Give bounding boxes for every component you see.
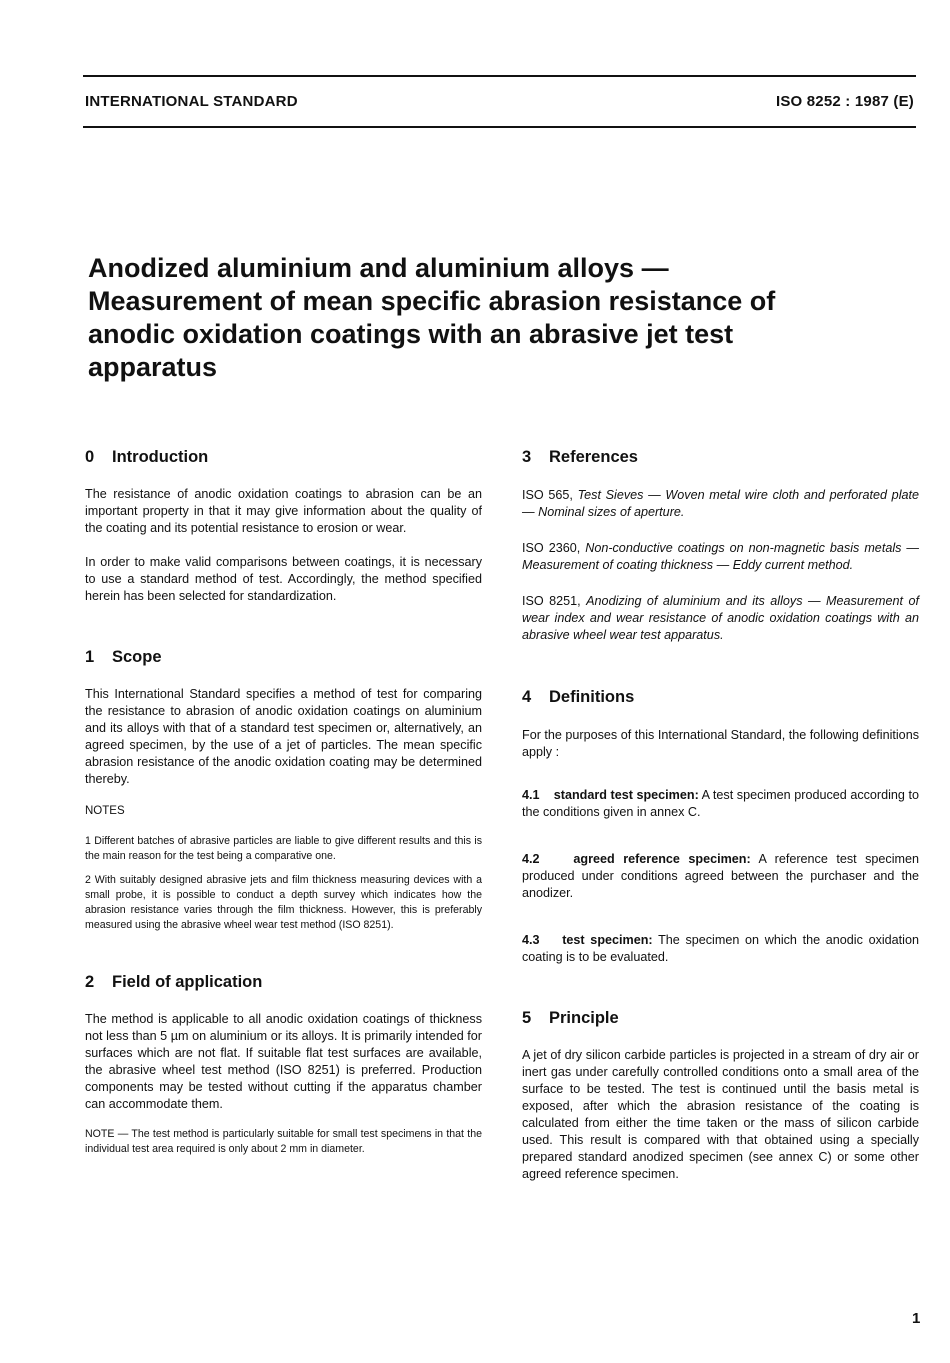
section-heading-introduction	[85, 448, 482, 467]
header-standard-label: INTERNATIONAL STANDARD	[85, 93, 298, 110]
section-title: References	[549, 448, 638, 466]
note-item: NOTE — The test method is particularly suitable for small test specimens in that the individual test area required is only about 2 mm in diameter.	[85, 1128, 482, 1155]
definition-term: agreed reference specimen	[573, 852, 747, 866]
definition-term: test specimen	[562, 933, 649, 947]
reference-item	[522, 540, 919, 574]
note-item: 2 With suitably designed abrasive jets and film thickness measuring devices with a small probe, it is possible to conduct a depth survey which indicates how the abrasion resistance varies through the film thickness. However, this is preferably measured using the abrasive wheel wear test method (ISO 8251).	[85, 874, 482, 931]
section-number: 2	[85, 973, 95, 991]
reference-code: ISO 8251,	[522, 594, 581, 608]
note-item: 1 Different batches of abrasive particles are liable to give different results and this is the main reason for the test being a comparative one.	[85, 835, 482, 862]
left-column	[85, 448, 482, 1157]
title-line: anodic oxidation coatings with an abrasive jet test	[88, 319, 734, 349]
section-number: 1	[85, 648, 95, 666]
header-bottom-rule	[83, 126, 916, 128]
definition-item	[522, 932, 919, 966]
header-document-id: ISO 8252 : 1987 (E)	[775, 93, 914, 110]
section-heading-principle	[522, 1009, 919, 1028]
section-number: 5	[522, 1009, 532, 1027]
section-title: Introduction	[112, 448, 209, 466]
definition-number: 4.2	[522, 852, 540, 866]
paragraph: The resistance of anodic oxidation coatings to abrasion can be an important property in that it may give information about the quality of the coating and its potential resistance to erosion or wear.	[85, 487, 482, 535]
reference-code: ISO 565,	[522, 488, 573, 502]
reference-code: ISO 2360,	[522, 541, 581, 555]
section-number: 4	[522, 688, 532, 706]
section-title: Field of application	[112, 973, 263, 991]
definition-number: 4.3	[522, 933, 540, 947]
section-title: Principle	[549, 1009, 619, 1027]
section-heading-definitions	[522, 688, 919, 707]
paragraph: The method is applicable to all anodic oxidation coatings of thickness not less than 5 µm on aluminium or its alloys. It is primarily intended for surfaces which are not flat. If suitable flat test surfaces are available, the abrasive wheel test method (ISO 8251) is preferred. Production components may be tested without cutting if the apparatus chamber can accommodate them.	[85, 1012, 482, 1111]
reference-item	[522, 593, 919, 644]
section-title: Definitions	[549, 688, 635, 706]
section-number: 3	[522, 448, 532, 466]
paragraph: This International Standard specifies a method of test for comparing the resistance to abrasion of anodic oxidation coatings on aluminium and its alloys with that of a standard test specimen or, alternatively, an agreed specimen, by the use of a jet of particles. The mean specific abrasion resistance of the anodic oxidation coating may be determined thereby.	[85, 687, 482, 786]
paragraph: A jet of dry silicon carbide particles is projected in a stream of dry air or inert gas under carefully controlled conditions onto a small area of the surface to be tested. The test is continued until the basis metal is exposed, after which the abrasion resistance of the coating is calculated from either the time taken or the mass of silicon carbide used. This result is compared with that obtained using a specially prepared standard anodized specimen (see annex C) or some other agreed reference specimen.	[522, 1048, 919, 1181]
definition-separator: :	[648, 933, 653, 947]
section-heading-scope	[85, 648, 482, 667]
section-number: 0	[85, 448, 95, 466]
section-heading-references	[522, 448, 919, 467]
definition-number: 4.1	[522, 788, 540, 802]
document-title	[88, 252, 888, 384]
reference-title: Test Sieves — Woven metal wire cloth and perforated plate — Nominal sizes of aperture.	[522, 488, 919, 519]
reference-item	[522, 487, 919, 521]
definition-item	[522, 851, 919, 902]
title-line: apparatus	[88, 352, 218, 382]
title-line: Measurement of mean specific abrasion resistance of	[88, 286, 776, 316]
definition-item	[522, 787, 919, 821]
right-column	[522, 448, 919, 1183]
definition-separator: :	[694, 788, 699, 802]
definition-text: A test specimen produced according to the conditions given in annex C.	[522, 788, 919, 819]
section-heading-field	[85, 973, 482, 992]
definition-text: A reference test specimen produced under conditions agreed between the purchaser and the anodizer.	[522, 852, 919, 900]
definition-term: standard test specimen	[553, 788, 695, 802]
section-title: Scope	[112, 648, 162, 666]
reference-title: Non-conductive coatings on non-magnetic basis metals — Measurement of coating thickness — Eddy current method.	[522, 541, 920, 572]
title-line: Anodized aluminium and aluminium alloys —	[88, 253, 669, 283]
paragraph: For the purposes of this International Standard, the following definitions apply :	[522, 728, 919, 759]
page-number: 1	[912, 1310, 921, 1327]
header-top-rule	[83, 75, 916, 77]
definition-text: The specimen on which the anodic oxidation coating is to be evaluated.	[522, 933, 919, 964]
definition-separator: :	[746, 852, 751, 866]
notes-label: NOTES	[85, 805, 125, 817]
reference-title: Anodizing of aluminium and its alloys — Measurement of wear index and wear resistance of anodic oxidation coatings with an abrasive wheel wear test apparatus.	[522, 594, 919, 642]
paragraph: In order to make valid comparisons between coatings, it is necessary to use a standard method of test. Accordingly, the method specified herein has been selected for standardization.	[85, 555, 482, 603]
